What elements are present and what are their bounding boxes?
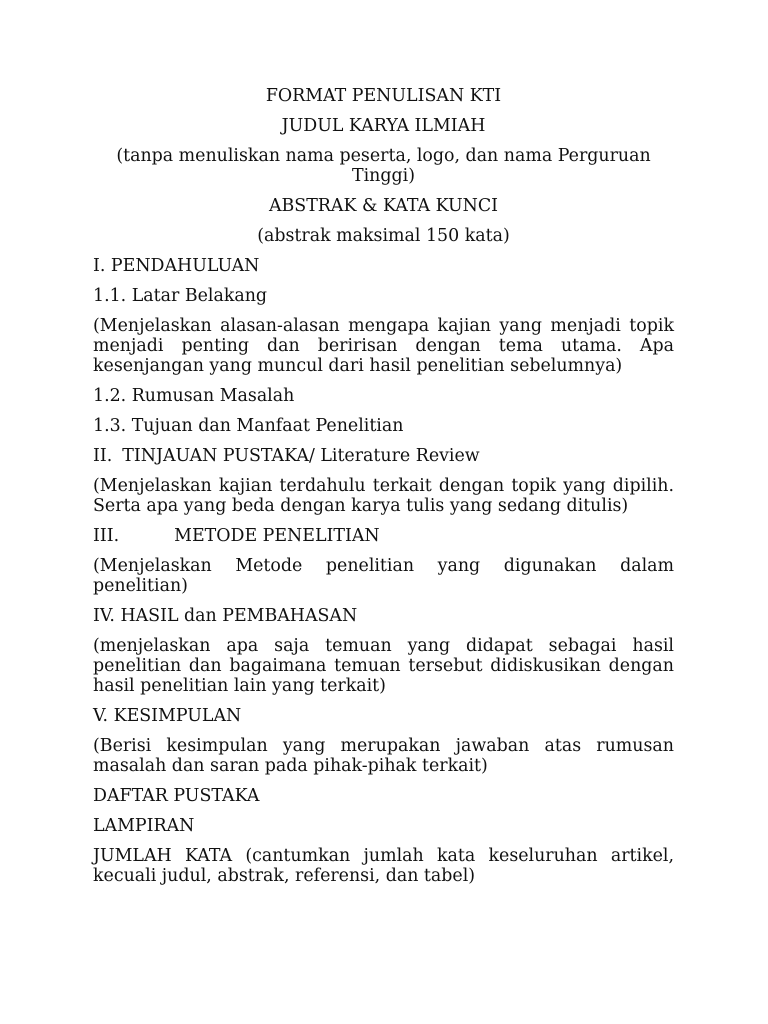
document-title: FORMAT PENULISAN KTI bbox=[265, 86, 502, 106]
section2-note: (Menjelaskan kajian terdahulu terkait dengan topik yang dipilih. Serta apa yang beda dengan karya tulis yang sedang ditulis) bbox=[93, 476, 674, 516]
section5-heading: V. KESIMPULAN bbox=[93, 706, 242, 726]
section3-title: METODE PENELITIAN bbox=[174, 526, 380, 546]
appendix-heading: LAMPIRAN bbox=[93, 816, 195, 836]
section1-subheading-problem: 1.2. Rumusan Masalah bbox=[93, 386, 295, 406]
word-count-label: JUMLAH KATA bbox=[93, 846, 233, 866]
section2-number: II. bbox=[93, 446, 113, 466]
abstract-note: (abstrak maksimal 150 kata) bbox=[257, 226, 510, 246]
word-count-note: (cantumkan jumlah kata keseluruhan artikel, kecuali judul, abstrak, referensi, dan tabel) bbox=[93, 846, 674, 886]
document-body bbox=[93, 86, 674, 886]
section4-heading: IV. HASIL dan PEMBAHASAN bbox=[93, 606, 358, 626]
section3-number: III. bbox=[93, 526, 120, 546]
section3-note: (Menjelaskan Metode penelitian yang digunakan dalam penelitian) bbox=[93, 556, 674, 596]
section1-background-note: (Menjelaskan alasan-alasan mengapa kajian yang menjadi topik menjadi penting dan beririsan dengan tema utama. Apa kesenjangan yang muncul dari hasil penelitian sebelumnya) bbox=[93, 316, 674, 376]
bibliography-heading: DAFTAR PUSTAKA bbox=[93, 786, 260, 806]
section3-heading bbox=[93, 526, 674, 546]
section1-heading: I. PENDAHULUAN bbox=[93, 256, 260, 276]
section4-note: (menjelaskan apa saja temuan yang didapat sebagai hasil penelitian dan bagaimana temuan tersebut didiskusikan dengan hasil penelitian lain yang terkait) bbox=[93, 636, 674, 696]
document-subtitle: JUDUL KARYA ILMIAH bbox=[281, 116, 486, 136]
word-count-paragraph bbox=[93, 846, 674, 886]
title-note: (tanpa menuliskan nama peserta, logo, dan nama Perguruan Tinggi) bbox=[116, 146, 651, 186]
section5-note: (Berisi kesimpulan yang merupakan jawaban atas rumusan masalah dan saran pada pihak-pihak terkait) bbox=[93, 736, 674, 776]
section1-subheading-background: 1.1. Latar Belakang bbox=[93, 286, 268, 306]
abstract-heading: ABSTRAK & KATA KUNCI bbox=[268, 196, 499, 216]
section2-heading bbox=[93, 446, 674, 466]
section1-subheading-purpose: 1.3. Tujuan dan Manfaat Penelitian bbox=[93, 416, 404, 436]
section2-title: TINJAUAN PUSTAKA/ Literature Review bbox=[122, 446, 480, 466]
